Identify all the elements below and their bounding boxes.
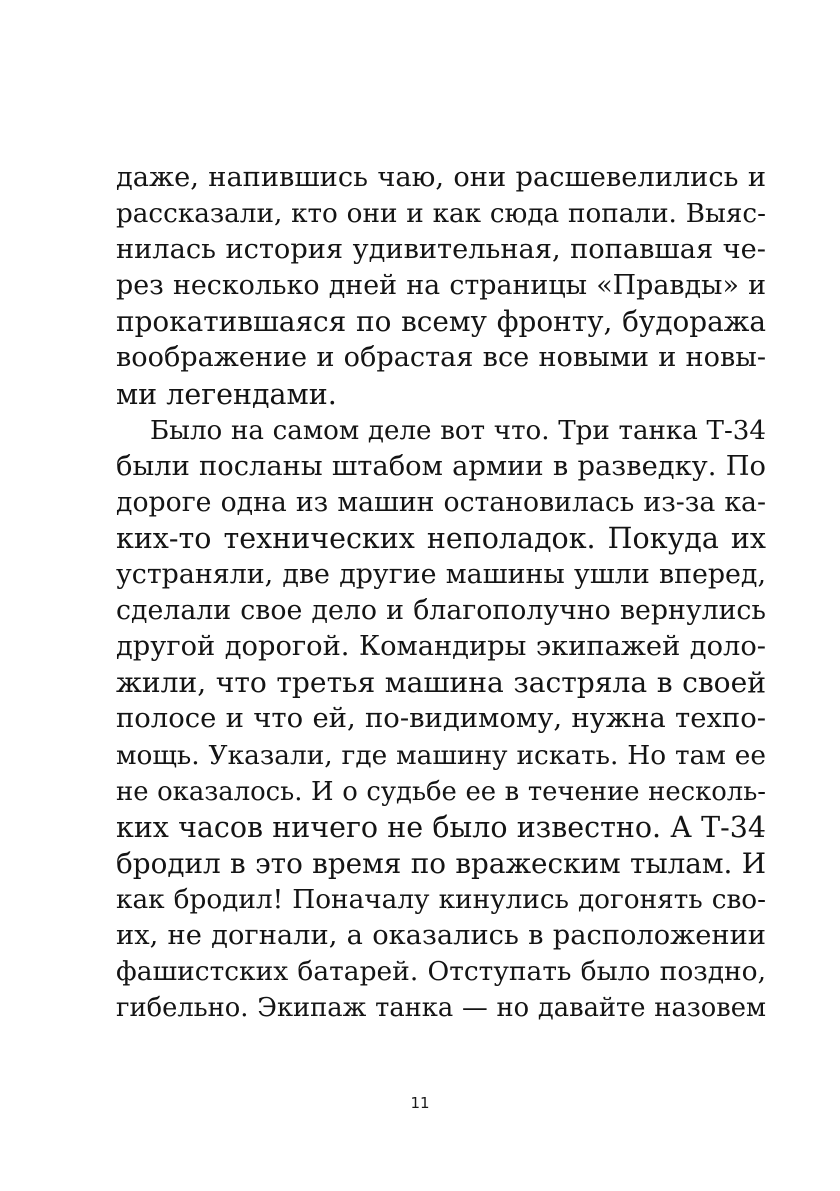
text-line: как бродил! Поначалу кинулись догонять сво- [116,884,766,915]
text-line: рассказали, кто они и как сюда попали. Выяс- [116,199,766,230]
paragraph-first-line: Было на самом деле вот что. Три танка Т-34 [150,415,766,446]
text-line: не оказалось. И о судьбе ее в течение несколь- [116,776,766,807]
text-line: рез несколько дней на страницы «Правды» и [116,270,766,302]
text-line: были посланы штабом армии в разведку. По [116,450,766,482]
text-line: устраняли, две другие машины ушли вперед, [116,559,766,591]
page-number: 11 [410,1094,430,1112]
text-line: гибельно. Экипаж танка — но давайте назовем [116,993,766,1024]
text-line: даже, напившись чаю, они расшевелились и [116,162,766,193]
text-line: их, не догнали, а оказались в расположении [116,919,766,951]
text-line: ких-то технических неполадок. Покуда их [116,521,766,555]
text-line: жили, что третья машина застряла в своей [116,666,766,700]
text-line: нилась история удивительная, попавшая че- [116,234,766,266]
text-line: ких часов ничего не было известно. А Т-34 [116,810,766,844]
text-line: бродил в это время по вражеским тылам. И [116,846,766,880]
text-line: фашистских батарей. Отступать было поздно, [116,956,766,988]
text-line: дороге одна из машин остановилась из-за ка- [116,486,766,518]
text-line: сделали свое дело и благополучно вернулись [116,595,766,627]
text-line: другой дорогой. Командиры экипажей доло- [116,631,766,663]
text-line: полосе и что ей, по-видимому, нужна техпо- [116,703,766,735]
text-line: прокатившаяся по всему фронту, будоража [116,305,766,339]
text-line: ми легендами. [116,377,337,411]
text-line: мощь. Указали, где машину искать. Но там ее [116,740,766,771]
body-text [116,160,766,1026]
text-line: воображение и обрастая все новыми и новы- [116,342,766,374]
